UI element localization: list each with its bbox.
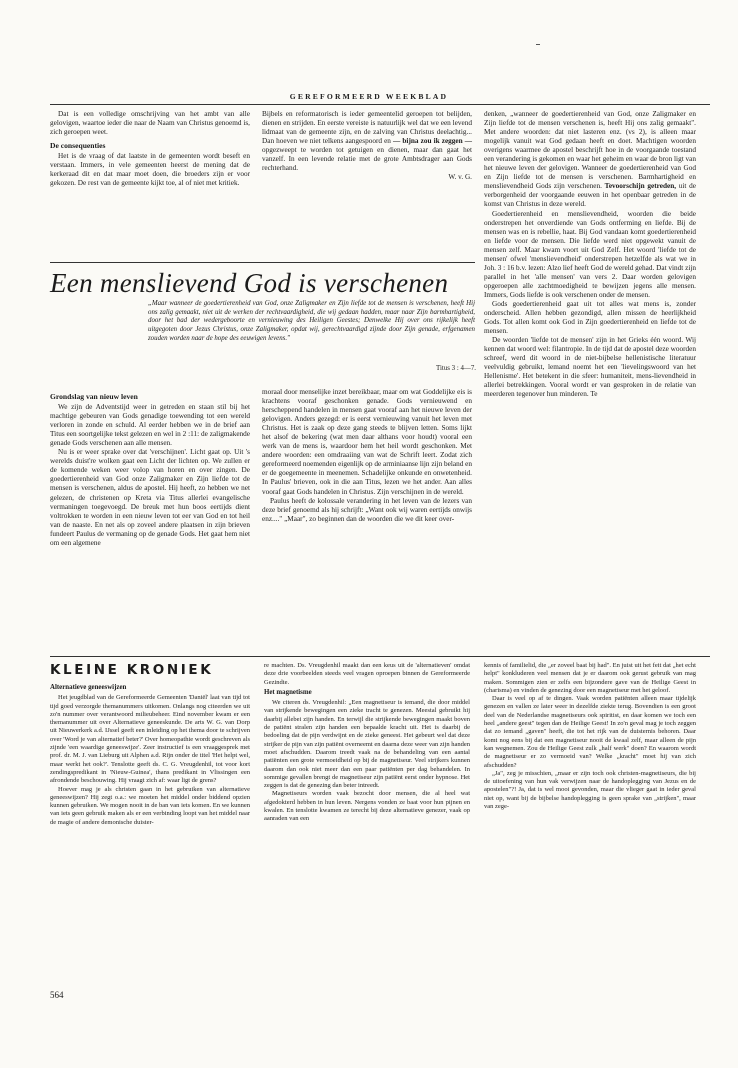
article-col-2 [262, 388, 472, 524]
paragraph: De woorden 'liefde tot de mensen' zijn in het Grieks één woord. Wij kennen dat woord wel: filantropie. In de tijd dat de apostel deze woorden schreef, werd dit woord in de niet-bijbelse hellenistische literatuur veelvuldig gebruikt, lemand noemt het een 'lievelingswoord van het Hellenisme'. Het betekent in die sfeer: humaniteit, mens-lievendheid in allerlei betrekkingen. Vooral wordt er van gesproken in de relatie van meerderen tegenover hun minderen. Te [484, 336, 696, 399]
scripture-quote: „Maar wanneer de goedertierenheid van God, onze Zaligmaker en Zijn liefde tot de mensen is verschenen, heeft Hij ons zalig gemaakt, niet uit de werken der rechtvaardigheid, die wij gedaan hadden, maar naar Zijn barmhartigheid, door het bad der wedergeboorte en vernieuwing des Heiligen Geestes; Denwelke Hij over ons rijkelijk heeft uitgegoten door Jezus Christus, onze Zaligmaker, opdat wij, gerechtvaardigd zijnde door Zijn genade, erfgenamen zouden worden naar de hope des eeuwigen levens." [148, 300, 475, 342]
bold-text: — bijna zou ik zeggen — [393, 137, 473, 146]
paragraph: Het is de vraag of dat laatste in de gemeenten wordt beseft en verstaan. Immers, in vele gemeenten heerst de mening dat de kerkeraad dit en dat maar moet doen, die broeders zijn er voor gekozen. De rest van de gemeente kijkt toe, al of niet met kritiek. [50, 152, 250, 188]
paragraph: re machten. Ds. Vreugdenhil maakt dan een keus uit de 'alternatieven' omdat deze drie voorbeelden steeds veel vragen oproepen binnen de Gereformeerde Gezindte. [264, 662, 470, 686]
top-col-1 [50, 110, 250, 188]
kroniek-col-3 [484, 662, 696, 811]
section-heading: De consequenties [50, 141, 106, 151]
text-run: denken, „wanneer de goedertierenheid van God, onze Zaligmaker en Zijn liefde tot de mensen verschenen is, heeft Hij ons zalig gemaakt". Met andere woorden: dat niet lasteren enz. (vs 2), is alleen maar mogelijk vanuit wat God gedaan heeft en doet. Machtigen woorden overigens waarmee de apostel beschrijft hoe in de voorgaande toestand een verandering is gekomen en waar het geheim en waar de bron ligt van het nieuwe leven der gelovigen. Wanneer de goedertierenheid van God en Zijn liefde tot de mensen is verschenen. Barmhartigheid en menslievendheid Gods zijn verschenen. [484, 110, 696, 191]
article-title: Een menslievend God is verschenen [50, 268, 449, 298]
paragraph: Paulus heeft de kolossale verandering in het leven van de lezers van deze brief genoemd als hij schrijft: „Want ook wij waren eertijds onwijs enz...." „Maar", zo beginnen dan de woorden die we dit keer over- [262, 496, 472, 523]
text-run: uit de verborgenheid der voorgaande eeuwen in het openbaar getreden in de komst van Christus in deze wereld. [484, 182, 697, 209]
paragraph: Nu is er weer sprake over dat 'verschijnen'. Licht gaat op. Uit 's werelds duist're wolken gaat een Licht der lichten op. We zullen er de komende weken weer volop van horen en over zingen. De goedertierenheid van God onze Zaligmaker en Zijn liefde tot de mensen is verschenen, aldus de apostel. Hij heeft, zo hebben we net gelezen, de christenen op Kreta via Titus allerlei evangelische vermaningen toegevoegd. De breuk met hun boos eertijds dient voltrokken te worden in een nieuw leven tot eer van God en tot heil van de naaste. En net als op zoveel andere plaatsen in zijn brieven fundeert Paulus de vermaning op de genade Gods. Het gaat hem niet om een algemene [50, 448, 250, 547]
scripture-reference: Titus 3 : 4—7. [436, 365, 476, 372]
paragraph: moraal door menselijke inzet bereikbaar, maar om wat Goddelijke eis is krachtens vooraf geschonken genade. Gods vernieuwend en herscheppend handelen in mensen gaat vooraf aan het nieuwe leven der gelovigen. Anders gezegd: er is eerst vernieuwing vanuit het leven met Christus. Het is zaak op deze gang steeds te blijven letten. Soms lijkt het alsof de bekering (wat men daar althans voor houdt) vooral een werk van de mens is, waardoor hem het heil wordt geschonken. Met andere woorden: een omdraaiing van wat de Schrift leert. Zodat zich gereformeerd noemenden eigenlijk op de arminiaanse lijn zijn beland en er de goegemeente in meenemen. Schadelijke onkunde en onwetenheid. In Paulus' brieven, ook in die aan Titus, lezen we het ander. Aan alles vooraf gaat Gods handelen in Christus. Zijn verschijnen in de wereld. [262, 388, 472, 496]
running-header: GEREFORMEERD WEEKBLAD [289, 92, 449, 101]
section-heading: Het magnetisme [264, 688, 312, 696]
paragraph: Gods goedertierenheid gaat uit tot alles wat mens is, zonder onderscheid. Allen hebben gezondigd, allen missen de heerlijkheid Gods. Tot allen komt ook God in Zijn goedertierenheid en liefde tot de mensen. [484, 299, 696, 336]
kroniek-title: KLEINE KRONIEK [50, 662, 214, 678]
section-heading: Grondslag van nieuw leven [50, 392, 138, 401]
kroniek-col-2 [264, 662, 470, 824]
scan-mark [536, 44, 540, 45]
header-rule [50, 104, 710, 105]
paragraph: Het jeugdblad van de Gereformeerde Gemeenten 'Daniël' laat van tijd tot tijd goed verzorgde themanummers uitkomen. Onlangs nog citeerden we uit zo'n nummer over verantwoord milieubeheer. Eind november kwam er een themanummer uit over Alternatieve geneeskunde. De arts W. G. van Dorp uit Nieuwerkerk a.d. IJssel geeft een inleiding op het thema door te schrijven over 'Word je van alternatief beter?' Over homeopathie wordt geschreven als zijnde 'een waardige geneeswijze'. Zeer instructief is een vraaggesprek met prof. dr. M. J. van Lieburg uit Alphen a.d. Rijn onder de titel 'Het helpt wel, maar werkt het ook?'. Tenslotte geeft ds. C. G. Vreugdenhil, tot voor kort zendingspredikant in 'Nieuw-Guinea', thans predikant in Vlissingen een afrondende beschouwing. Hij vraagt zich af: waar ligt de grens? [50, 694, 250, 785]
top-col-2 [262, 110, 472, 182]
paragraph: We citeren ds. Vreugdenhil: „Een magnetiseur is iemand, die door middel van strijkende bewegingen een zieke tracht te genezen. Meestal gebruikt hij daarbij allebei zijn handen. En terwijl die strijkende bewegingen maakt boven de patiënt stralen zijn handen een bepaalde kracht uit. Het is daarbij de bedoeling dat de pijn verdwijnt en de zieke geneest. Het gebeurt wel dat deze strijker de pijn van zijn patiënt overneemt en daarna deze weer van zijn handen moet afschudden. Daarom treedt vaak na de behandeling van een aantal patiënten een grote vermoeidheid op bij de magnetiseur. Veel strijkers kunnen daarom dan ook niet meer dan een paar patiënten per dag behandelen. In sommige gevallen brengt de magnetiseur zijn patiënt eerst onder hypnose. Het zeggen is dat de genezing dan beter intreedt. [264, 699, 470, 790]
article-col-1 [50, 388, 250, 548]
bold-text: Tevoorschijn getreden, [604, 182, 677, 191]
paragraph [484, 110, 696, 210]
page-number: 564 [50, 990, 64, 1000]
section-heading: Alternatieve geneeswijzen [50, 684, 127, 691]
paragraph: Magnetiseurs worden vaak bezocht door mensen, die al heel wat afgedokterd hebben in hun leven. Nergens vonden ze baat voor hun pijnen en kwalen. En tenslotte kwamen ze terecht bij deze alternatieve genezer, vaak op aanraden van een [264, 790, 470, 823]
article-col-3 [484, 110, 696, 400]
text-run: Bijbels en reformatorisch is ieder gemeentelid geroepen tot belijden, dienen en strijden. En eerste vereiste is natuurlijk wel dat we een levend lidmaat van de gemeente zijn, en de zalving van Christus deelachtig... Dan hoeven we niet telkens aangespoord en [262, 110, 472, 146]
paragraph: Goedertierenheid en menslievendheid, woorden die beide onderstrepen het onverdiende van Gods ontferming en liefde. Bij de mensen was en is rebellie, haat. Bij God vandaan komt goedertierenheid en liefde voor de mensen. Die liefde werd niet opgewekt vanuit de mensen zelf. Maar kwam voort uit God Zelf. Het woord 'liefde tot de mensen' ofwel 'menslievendheid' onderstrepen hetzelfde als wat we in Joh. 3 : 16 b.v. lezen: Alzo lief heeft God de wereld gehad. Dat vindt zijn parallel in het 'alle mensen' van vers 2. Daar worden gelovigen opgeroepen alle zachtmoedigheid te bewijzen jegens alle mensen. Immers, Gods liefde is ook verschenen onder de mensen. [484, 209, 696, 299]
paragraph [262, 110, 472, 173]
paragraph: We zijn de Adventstijd weer in getreden en staan stil bij het machtige gebeuren van Gods genadige toewending tot een wereld verloren in zonde en schuld. Al eerder hebben we in de brief aan Titus een soortgelijke tekst gelezen en wel in 2 :11: de zaligmakende genade Gods verschenen aan alle mensen. [50, 403, 250, 448]
paragraph: „Ja", zeg je misschien, „maar er zijn toch ook christen-magnetiseurs, die bij de uitoefening van hun vak verwijzen naar de handoplegging van Jezus en de apostelen"?! Ja, dat is wel mooi gevonden, maar die vlieger gaat in ieder geval niet op, want bij de bijbelse handoplegging is geen sprake van „strijken", maar van zege- [484, 769, 696, 811]
paragraph: Hoever mag je als christen gaan in het gebruiken van alternatieve geneeswijzen? Hij zegt o.a.: we moeten het middel onder biddend opzien kunnen gebruiken. We mogen nooit in de ban van iets komen. En we kunnen van iets geen gebruik maken als er een verbinding loopt van het middel naar de magie of andere demonische duister- [50, 785, 250, 826]
paragraph: Dat is een volledige omschrijving van het ambt van alle gelovigen, waartoe ieder die naar de Naam van Christus genoemd is, zich geroepen weet. [50, 110, 250, 137]
text-run: opgezweept te worden tot getuigen en dienen, maar dan gaat het vanzelf. In een levende relatie met de grote Ambtsdrager aan Gods rechterhand. [262, 146, 472, 173]
paragraph: Daar is veel op af te dingen. Vaak worden patiënten alleen maar tijdelijk genezen en vallen ze later weer in dezelfde ziekte terug. Bovendien is een groot deel van de Nederlandse magnetiseurs ook spiritist, en daar komen we toch een heel „andere geest" tegen dan de Heilige Geest! In zo'n geval mag je toch zeggen dat zo iemand „gaven" heeft, die tot het rijk van de duisternis behoren. Daar komt nog eens bij dat een magnetiseur nooit de kwaal zelf, maar alleen de pijn kan wegnemen. Zou de Heilige Geest zulk „half werk" doen? En waarom wordt de magnetiseur er zo vermoeid van? Welke „kracht" moet hij van zich afschudden? [484, 695, 696, 769]
signature: W. v. G. [448, 173, 472, 182]
section-rule [50, 262, 475, 263]
paragraph: kennis of familielid, die „er zoveel baat bij had". En juist uit het feit dat „het echt helpt" konkluderen veel mensen dat je er daarom ook gerust gebruik van mag maken. Sommigen zien er zelfs een bijzondere gave van de Heilige Geest in (charisma) en vinden de genezing door een magnetiseur met het geloof. [484, 662, 696, 694]
section-rule [50, 656, 710, 657]
kroniek-col-1 [50, 682, 250, 827]
